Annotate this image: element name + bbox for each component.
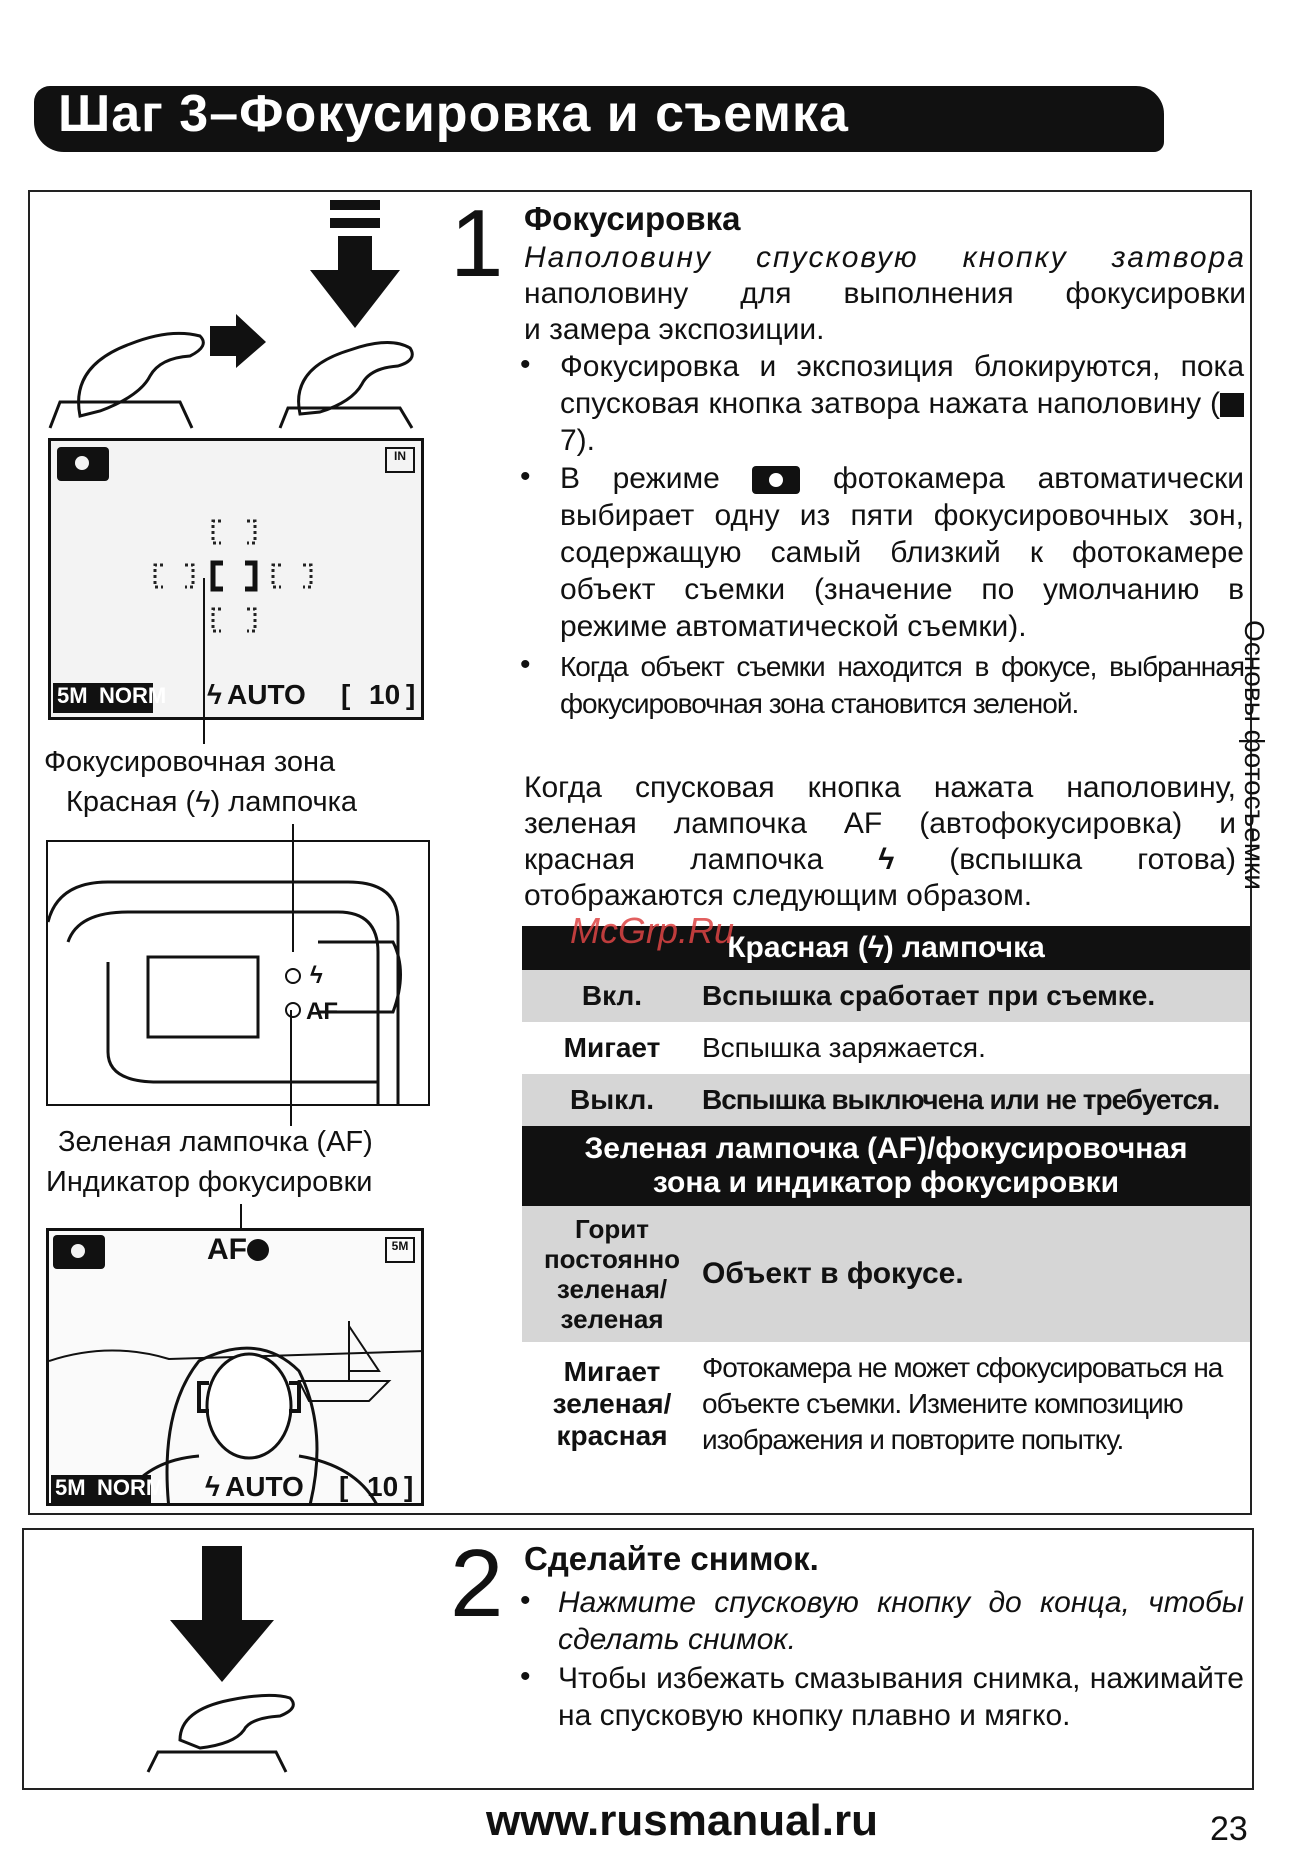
side-label: Основы фотосъемки [1239,620,1270,890]
pointer-line [290,1010,292,1126]
camera-mode-icon [53,1235,105,1269]
focus-brackets [141,511,341,651]
flash-icon: ϟ [205,1471,220,1502]
table-row: Горит постоянно зеленая/ зеленая Объект в фокусе. [522,1206,1250,1342]
lcd-subject-in-focus: AF 5M 5M NORM ϟ AUTO [ 10 ] [46,1228,424,1506]
lcd-focus-zones: IN 5M NORM ϟ AUTO [ 10 ] [48,438,424,720]
reference-icon [1220,393,1244,417]
table-row: Мигает зеленая/ красная Фотокамера не может сфокусироваться на объекте съемки. Измените композицию изображения и повторите попытку. [552,1352,1223,1455]
step2-bullet-1: Нажмите спусковую кнопку до конца, чтобы сделать снимок. [558,1586,1244,1656]
lcd-quality: NORM [99,683,167,708]
focus-indicator-dot [247,1239,269,1261]
pointer-line [203,578,205,744]
step1-intro-line2: наполовину для выполнения фокусировки [524,277,1246,310]
step1-intro-italic: Наполовину спусковую кнопку затвора [524,241,1246,274]
lamp-status-table [522,926,1250,1466]
step1-intro-line3: и замера экспозиции. [524,313,825,346]
step1-bullet-1: Фокусировка и экспозиция блокируются, пока спусковая кнопка затвора нажата наполовину (7). [560,350,1244,457]
caption-red-lamp: Красная (ϟ) лампочка [66,786,358,818]
step1-bullet-3: Когда объект съемки находится в фокусе, выбранная фокусировочная зона становится зеленой. [560,651,1244,719]
lcd-mode: AUTO [227,679,306,710]
bullet-dot: • [520,1584,531,1617]
lcd-size: 5M [57,683,88,708]
bullet-dot: • [520,1660,531,1693]
step1-paragraph: Когда спусковая кнопка нажата наполовину, зеленая лампочка AF (автофокусировка) и красная лампочка ϟ (вспышка готова) отображаются следующим образом. [524,771,1236,912]
step1-heading: Фокусировка [524,200,741,237]
table-row: Мигает Вспышка заряжается. [563,1032,986,1063]
caption-green-lamp: Зеленая лампочка (AF) [58,1126,373,1158]
full-press-illustration [140,1540,340,1780]
caption-focus-indicator: Индикатор фокусировки [46,1166,373,1198]
portrait-scene [49,1231,424,1506]
red-lamp-header: Красная (ϟ) лампочка [522,926,1250,970]
camera-back-illustration [46,840,430,1106]
step2-heading: Сделайте снимок. [524,1540,819,1577]
table-row: Вкл. Вспышка сработает при съемке. [522,970,1250,1022]
lcd-af-label: AF [207,1233,247,1266]
flash-icon: ϟ [207,679,222,710]
half-press-illustration [40,196,420,436]
step2-bullet-2: Чтобы избежать смазывания снимка, нажимайте на спусковую кнопку плавно и мягко. [558,1662,1244,1732]
step2-number: 2 [450,1530,504,1637]
camera-mode-icon [57,447,109,481]
watermark: McGrp.Ru [570,910,735,951]
bullet-dot: • [520,348,531,381]
bullet-dot: • [520,648,531,681]
memory-icon: 5M [385,1237,415,1263]
footer-url: www.rusmanual.ru [486,1796,879,1845]
table-row: Выкл. Вспышка выключена или не требуется. [522,1074,1250,1126]
page-title: Шаг 3–Фокусировка и съемка [58,85,849,143]
green-lamp-header: Зеленая лампочка (AF)/фокусировочная зона и индикатор фокусировки [522,1126,1250,1206]
step1-bullet-2: В режиме фотокамера автоматически выбирает одну из пяти фокусировочных зон, содержащую самый близкий к фотокамере объект съемки (значение по умолчанию в режиме автоматической съемки). [560,462,1244,643]
step1-number: 1 [450,190,504,297]
memory-icon: IN [385,447,415,473]
af-lamp-label: AF [306,998,338,1025]
pointer-line [240,1204,242,1230]
flash-lamp-icon: ϟ [310,962,323,989]
page-number: 23 [1210,1810,1248,1848]
bullet-dot: • [520,460,531,493]
camera-mode-icon [752,466,800,494]
caption-focus-zone: Фокусировочная зона [44,746,336,778]
lcd-count: 10 [369,679,401,710]
